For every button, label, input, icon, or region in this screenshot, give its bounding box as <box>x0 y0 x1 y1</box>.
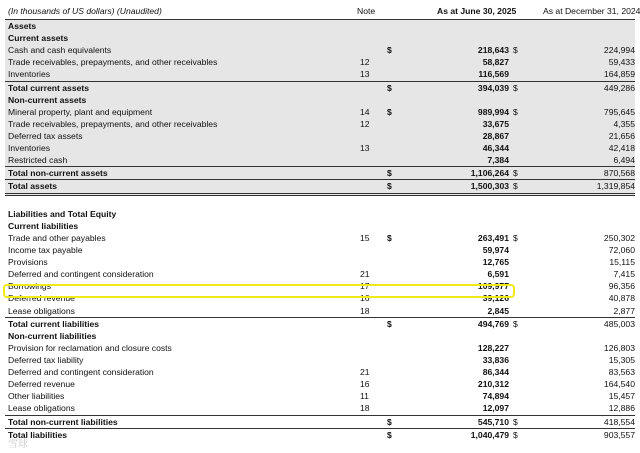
total-row: Total non-current liabilities $ 545,710 $ 418,554 <box>5 415 635 428</box>
subsection-heading: Current liabilities <box>8 220 79 231</box>
subsection-heading: Non-current assets <box>8 94 87 105</box>
subsection-heading: Current assets <box>8 33 69 44</box>
prior-period-header: As at December 31, 2024 <box>543 6 640 16</box>
table-row: Lease obligations 18 12,097 12,886 <box>8 403 635 414</box>
table-row: Deferred revenue 16 39,126 40,878 <box>8 293 635 304</box>
subsection-heading: Non-current liabilities <box>8 330 97 341</box>
total-row: Total current assets $ 394,039 $ 449,286 <box>5 81 635 94</box>
total-row: Total current liabilities $ 494,769 $ 485,003 <box>5 317 635 330</box>
table-row: Deferred revenue 16 210,312 164,540 <box>8 379 635 390</box>
table-row: Cash and cash equivalents $ 218,643 $ 224,994 <box>8 45 635 56</box>
table-row: Provision for reclamation and closure costs 128,227 126,803 <box>8 342 635 353</box>
grand-total-row: Total assets $ 1,500,303 $ 1,319,854 <box>5 179 635 195</box>
assets-section <box>5 20 635 196</box>
table-row: Other liabilities 11 74,894 15,457 <box>8 391 635 402</box>
table-row: Trade receivables, prepayments, and other receivables 12 58,827 59,433 <box>8 57 635 68</box>
table-row: Deferred and contingent consideration 21 6,591 7,415 <box>8 269 635 280</box>
watermark: 雪球 <box>8 439 28 450</box>
liabilities-section <box>5 208 635 441</box>
table-row: Inventories 13 46,344 42,418 <box>8 143 635 154</box>
table-header <box>5 3 640 20</box>
borrowings-highlight-box <box>3 284 515 298</box>
table-row: Income tax payable 59,974 72,060 <box>8 244 635 255</box>
table-row-borrowings: Borrowings 17 109,977 96,356 <box>8 281 635 292</box>
current-period-header: As at June 30, 2025 <box>437 6 517 16</box>
table-row: Deferred tax assets 28,867 21,656 <box>8 130 635 141</box>
balance-sheet <box>5 3 640 441</box>
grand-total-row: Total liabilities $ 1,040,479 $ 903,557 <box>5 428 635 441</box>
table-row: Trade and other payables 15 $ 263,491 $ 250,302 <box>8 232 635 243</box>
section-heading: Assets <box>8 21 37 31</box>
total-row: Total non-current assets $ 1,106,264 $ 870,568 <box>5 166 635 179</box>
table-row: Deferred and contingent consideration 21 86,344 83,563 <box>8 367 635 378</box>
table-row: Inventories 13 116,569 164,859 <box>8 69 635 80</box>
note-column-header: Note <box>357 6 376 16</box>
table-row: Deferred tax liability 33,836 15,305 <box>8 354 635 365</box>
section-heading: Liabilities and Total Equity <box>8 208 117 219</box>
table-row: Restricted cash 7,384 6,494 <box>8 155 635 166</box>
table-row: Provisions 12,765 15,115 <box>8 257 635 268</box>
table-row: Trade receivables, prepayments, and other receivables 12 33,675 4,355 <box>8 118 635 129</box>
spacer <box>5 196 635 208</box>
unit-note: (In thousands of US dollars) (Unaudited) <box>8 6 162 16</box>
table-row: Lease obligations 18 2,845 2,877 <box>8 305 635 316</box>
table-row: Mineral property, plant and equipment 14 $ 989,994 $ 795,645 <box>8 106 635 117</box>
